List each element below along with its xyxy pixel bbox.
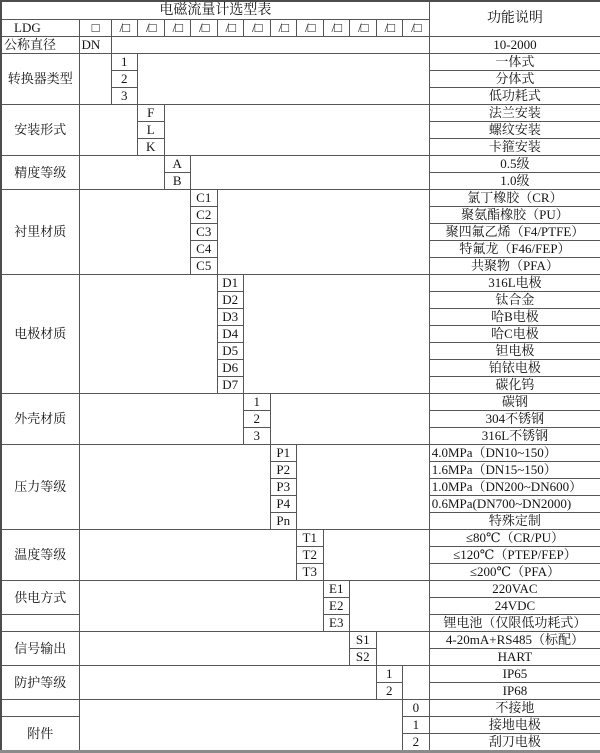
desc-column-header: 功能说明 (429, 1, 600, 37)
code-cell: S1 (350, 632, 377, 649)
desc-cell: 10-2000 (429, 37, 600, 54)
model-slot: /□ (350, 20, 377, 37)
desc-cell: 不接地 (429, 700, 600, 717)
category-label: 外壳材质 (1, 394, 79, 445)
spacer-left (79, 54, 111, 105)
code-cell: 1 (376, 666, 403, 683)
desc-cell: 特氟龙（F46/FEP） (429, 241, 600, 258)
desc-cell: 低功耗式 (429, 88, 600, 105)
table-row (1, 275, 600, 292)
code-cell: L (138, 122, 165, 139)
desc-cell: ≤200℃（PFA） (429, 564, 600, 581)
desc-cell: 316L不锈钢 (429, 428, 600, 445)
model-slot: /□ (111, 20, 138, 37)
desc-cell: ≤80℃（CR/PU） (429, 530, 600, 547)
desc-cell: 1.0MPa（DN200~DN600） (429, 479, 600, 496)
spacer-right (244, 275, 430, 394)
model-box-blank: □ (79, 20, 111, 37)
category-label: 防护等级 (1, 666, 79, 700)
table-row (1, 666, 600, 683)
code-cell: 1 (403, 717, 430, 734)
desc-cell: 316L电极 (429, 275, 600, 292)
code-cell: C2 (191, 207, 218, 224)
code-cell: T3 (297, 564, 324, 581)
category-label: 信号输出 (1, 632, 79, 666)
spacer-left (79, 445, 270, 530)
category-label: 安装形式 (1, 105, 79, 156)
code-cell: F (138, 105, 165, 122)
category-label: 压力等级 (1, 445, 79, 530)
table-row (1, 37, 600, 54)
category-label: 公称直径 (1, 37, 79, 54)
desc-cell: IP68 (429, 683, 600, 700)
category-spacer (1, 700, 79, 717)
code-cell: Pn (270, 513, 297, 530)
spacer-left (79, 666, 376, 700)
model-slot: /□ (297, 20, 324, 37)
spacer-left (79, 156, 164, 190)
desc-cell: 24VDC (429, 598, 600, 615)
code-cell: P2 (270, 462, 297, 479)
desc-cell: 碳钢 (429, 394, 600, 411)
model-slot: /□ (191, 20, 218, 37)
spacer-right (138, 54, 430, 105)
spacer-left (79, 190, 191, 275)
code-cell: E2 (323, 598, 350, 615)
desc-cell: 氯丁橡胶（CR） (429, 190, 600, 207)
desc-cell: 法兰安装 (429, 105, 600, 122)
desc-cell: 钛合金 (429, 292, 600, 309)
code-cell: C1 (191, 190, 218, 207)
model-slot: /□ (138, 20, 165, 37)
table-row (1, 54, 600, 71)
desc-cell: 304不锈钢 (429, 411, 600, 428)
model-slot: /□ (164, 20, 191, 37)
code-cell: 3 (111, 88, 138, 105)
desc-cell: 1.0级 (429, 173, 600, 190)
code-cell: D6 (217, 360, 244, 377)
model-slot: /□ (270, 20, 297, 37)
table-row (1, 581, 600, 598)
code-cell: E1 (323, 581, 350, 598)
code-cell: C5 (191, 258, 218, 275)
spacer-right (217, 190, 429, 275)
spacer-right (191, 156, 430, 190)
desc-cell: 刮刀电极 (429, 734, 600, 752)
spacer-left (79, 700, 403, 752)
spacer-right (323, 530, 429, 581)
table-row (1, 700, 600, 717)
model-slot: /□ (376, 20, 403, 37)
spacer-right (111, 37, 429, 54)
page-title: 电磁流量计选型表 (1, 1, 429, 20)
category-label: 电极材质 (1, 275, 79, 394)
spacer-left (79, 105, 138, 156)
code-cell: P4 (270, 496, 297, 513)
spacer-right (297, 445, 430, 530)
spacer-left (79, 581, 323, 632)
code-cell: T1 (297, 530, 324, 547)
code-cell: 2 (111, 71, 138, 88)
desc-cell: 螺纹安装 (429, 122, 600, 139)
model-prefix: LDG (1, 20, 79, 37)
table-row (1, 394, 600, 411)
spacer-right (376, 632, 429, 666)
category-spacer (1, 615, 79, 632)
desc-cell: 碳化钨 (429, 377, 600, 394)
spacer-right (403, 666, 430, 700)
code-cell: D3 (217, 309, 244, 326)
spacer-right (164, 105, 429, 156)
code-cell: B (164, 173, 191, 190)
category-label: 转换器类型 (1, 54, 79, 105)
desc-cell: 钽电极 (429, 343, 600, 360)
desc-cell: ≤120℃（PTEP/FEP） (429, 547, 600, 564)
code-cell: P1 (270, 445, 297, 462)
title-row (1, 1, 600, 20)
code-cell: 3 (244, 428, 271, 445)
code-cell: T2 (297, 547, 324, 564)
table-row (1, 530, 600, 547)
spacer-left (79, 394, 244, 445)
code-cell: C4 (191, 241, 218, 258)
desc-cell: HART (429, 649, 600, 666)
category-label: 衬里材质 (1, 190, 79, 275)
category-label: 精度等级 (1, 156, 79, 190)
desc-cell: 卡箍安装 (429, 139, 600, 156)
model-slot: /□ (217, 20, 244, 37)
code-cell: D5 (217, 343, 244, 360)
desc-cell: 4-20mA+RS485（标配） (429, 632, 600, 649)
code-cell: S2 (350, 649, 377, 666)
code-cell: D4 (217, 326, 244, 343)
desc-cell: 聚氨酯橡胶（PU） (429, 207, 600, 224)
desc-cell: 共聚物（PFA） (429, 258, 600, 275)
desc-cell: 锂电池（仅限低功耗式） (429, 615, 600, 632)
spacer-left (79, 275, 217, 394)
code-cell: 0 (403, 700, 430, 717)
code-cell: 2 (376, 683, 403, 700)
code-cell: 1 (111, 54, 138, 71)
desc-cell: 哈C电极 (429, 326, 600, 343)
code-cell: K (138, 139, 165, 156)
spacer-right (350, 581, 430, 632)
spacer-left (79, 632, 350, 666)
table-row (1, 190, 600, 207)
category-label: 供电方式 (1, 581, 79, 615)
code-cell: E3 (323, 615, 350, 632)
desc-cell: 0.5级 (429, 156, 600, 173)
model-slot: /□ (403, 20, 430, 37)
code-cell: D7 (217, 377, 244, 394)
desc-cell: 哈B电极 (429, 309, 600, 326)
desc-cell: 聚四氟乙烯（F4/PTFE） (429, 224, 600, 241)
desc-cell: 0.6MPa(DN700~DN2000) (429, 496, 600, 513)
desc-cell: 1.6MPa（DN15~150） (429, 462, 600, 479)
code-cell: 2 (403, 734, 430, 752)
code-cell: A (164, 156, 191, 173)
code-cell: 1 (244, 394, 271, 411)
table-row (1, 105, 600, 122)
code-cell: C3 (191, 224, 218, 241)
desc-cell: 特殊定制 (429, 513, 600, 530)
code-cell: D1 (217, 275, 244, 292)
spacer-right (270, 394, 429, 445)
model-slot: /□ (323, 20, 350, 37)
code-cell: D2 (217, 292, 244, 309)
desc-cell: 铂铱电极 (429, 360, 600, 377)
code-cell: 2 (244, 411, 271, 428)
desc-cell: 一体式 (429, 54, 600, 71)
category-label: 温度等级 (1, 530, 79, 581)
desc-cell: 220VAC (429, 581, 600, 598)
category-label: 附件 (1, 717, 79, 752)
code-cell: P3 (270, 479, 297, 496)
desc-cell: 分体式 (429, 71, 600, 88)
desc-cell: 接地电极 (429, 717, 600, 734)
table-row (1, 156, 600, 173)
table-row (1, 445, 600, 462)
code-cell: DN (79, 37, 111, 54)
table-row (1, 632, 600, 649)
spacer-left (79, 530, 297, 581)
desc-cell: 4.0MPa（DN10~150） (429, 445, 600, 462)
desc-cell: IP65 (429, 666, 600, 683)
model-slot: /□ (244, 20, 271, 37)
